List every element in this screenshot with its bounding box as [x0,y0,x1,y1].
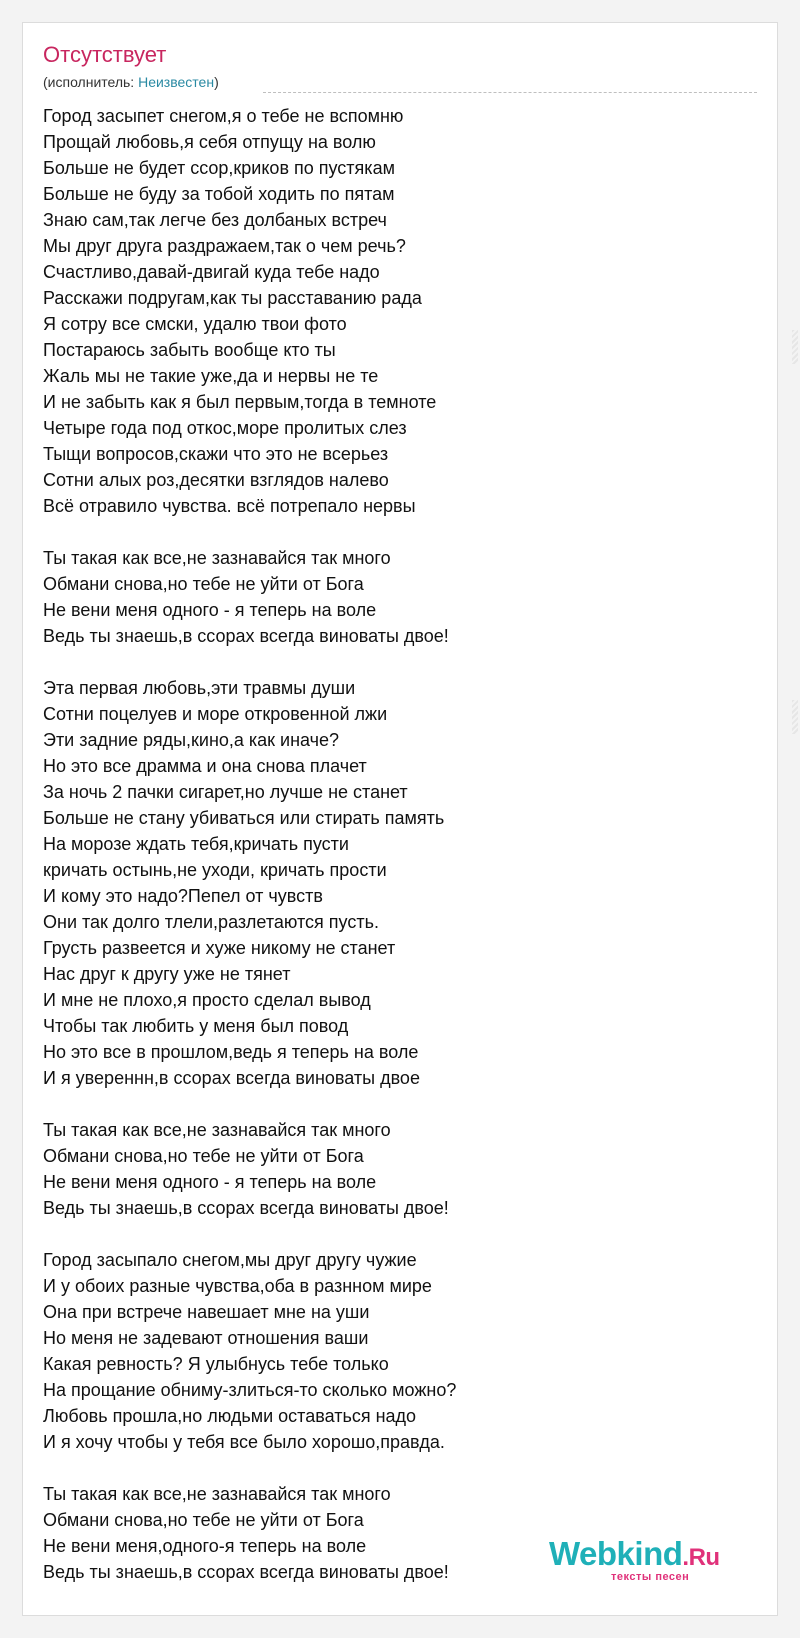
lyrics-line: Грусть развеется и хуже никому не станет [43,938,396,958]
lyrics-line: Ведь ты знаешь,в ссорах всегда виноваты двое! [43,1562,449,1582]
lyrics-line: Ведь ты знаешь,в ссорах всегда виноваты двое! [43,626,449,646]
lyrics-line: На морозе ждать тебя,кричать пусти [43,834,349,854]
lyrics-line: Город засыпет снегом,я о тебе не вспомню [43,106,404,126]
lyrics-line: Какая ревность? Я улыбнусь тебе только [43,1354,389,1374]
lyrics-line: Больше не буду за тобой ходить по пятам [43,184,395,204]
artist-line [43,73,219,91]
lyrics-stanza [43,675,743,1091]
lyrics-line: Она при встрече навешает мне на уши [43,1302,370,1322]
lyrics-line: Эти задние ряды,кино,а как иначе? [43,730,340,750]
lyrics-line: Постараюсь забыть вообще кто ты [43,340,336,360]
lyrics-line: Жаль мы не такие уже,да и нервы не те [43,366,379,386]
title-divider [263,92,757,93]
lyrics-line: Но меня не задевают отношения ваши [43,1328,369,1348]
lyrics-body [43,103,743,1611]
lyrics-line: Обмани снова,но тебе не уйти от Бога [43,1510,364,1530]
lyrics-line: За ночь 2 пачки сигарет,но лучше не станет [43,782,408,802]
lyrics-line: Тыщи вопросов,скажи что это не всерьез [43,444,389,464]
lyrics-line: И кому это надо?Пепел от чувств [43,886,323,906]
song-title: Отсутствует [43,42,167,67]
lyrics-line: Но это все в прошлом,ведь я теперь на воле [43,1042,419,1062]
lyrics-line: Сотни поцелуев и море откровенной лжи [43,704,388,724]
lyrics-line: Ты такая как все,не зазнавайся так много [43,1120,391,1140]
lyrics-line: Четыре года под откос,море пролитых слез [43,418,407,438]
artist-link[interactable]: Неизвестен [138,74,215,90]
lyrics-line: Эта первая любовь,эти травмы души [43,678,356,698]
lyrics-line: Нас друг к другу уже не тянет [43,964,291,984]
lyrics-line: Не вени меня,одного-я теперь на воле [43,1536,367,1556]
lyrics-line: На прощание обниму-злиться-то сколько можно? [43,1380,457,1400]
lyrics-line: И я увереннн,в ссорах всегда виноваты двое [43,1068,420,1088]
lyrics-line: Любовь прошла,но людьми оставаться надо [43,1406,417,1426]
lyrics-line: Расскажи подругам,как ты расставанию рада [43,288,422,308]
lyrics-stanza [43,103,743,519]
scroll-texture [792,330,798,364]
lyrics-line: Я сотру все смски, удалю твои фото [43,314,347,334]
lyrics-card [22,22,778,1616]
lyrics-line: Ты такая как все,не зазнавайся так много [43,1484,391,1504]
lyrics-line: Не вени меня одного - я теперь на воле [43,600,377,620]
lyrics-line: Мы друг друга раздражаем,так о чем речь? [43,236,406,256]
lyrics-line: Город засыпало снегом,мы друг другу чужие [43,1250,417,1270]
lyrics-line: Обмани снова,но тебе не уйти от Бога [43,574,364,594]
lyrics-line: Ведь ты знаешь,в ссорах всегда виноваты двое! [43,1198,449,1218]
lyrics-stanza [43,545,743,649]
lyrics-stanza [43,1117,743,1221]
lyrics-line: И я хочу чтобы у тебя все было хорошо,правда. [43,1432,445,1452]
lyrics-line: И у обоих разные чувства,оба в разнном мире [43,1276,432,1296]
lyrics-line: Обмани снова,но тебе не уйти от Бога [43,1146,364,1166]
watermark-tld: .Ru [682,1544,720,1571]
lyrics-line: Прощай любовь,я себя отпущу на волю [43,132,376,152]
scroll-texture [792,700,798,734]
lyrics-stanza [43,1247,743,1455]
watermark-tagline: тексты песен [611,1571,690,1583]
lyrics-line: Чтобы так любить у меня был повод [43,1016,349,1036]
lyrics-line: Не вени меня одного - я теперь на воле [43,1172,377,1192]
artist-suffix: ) [214,74,219,90]
watermark-brand: Webkind [549,1535,683,1572]
lyrics-line: Сотни алых роз,десятки взглядов налево [43,470,389,490]
lyrics-line: И не забыть как я был первым,тогда в темноте [43,392,437,412]
lyrics-line: Больше не будет ссор,криков по пустякам [43,158,395,178]
lyrics-line: Счастливо,давай-двигай куда тебе надо [43,262,380,282]
lyrics-line: Больше не стану убиваться или стирать память [43,808,445,828]
lyrics-line: кричать остынь,не уходи, кричать прости [43,860,387,880]
lyrics-line: Но это все драмма и она снова плачет [43,756,367,776]
lyrics-line: Ты такая как все,не зазнавайся так много [43,548,391,568]
site-watermark [549,1535,749,1589]
artist-prefix: (исполнитель: [43,74,139,90]
lyrics-line: Знаю сам,так легче без долбаных встреч [43,210,387,230]
lyrics-line: Они так долго тлели,разлетаются пусть. [43,912,379,932]
lyrics-line: Всё отравило чувства. всё потрепало нервы [43,496,416,516]
lyrics-line: И мне не плохо,я просто сделал вывод [43,990,371,1010]
